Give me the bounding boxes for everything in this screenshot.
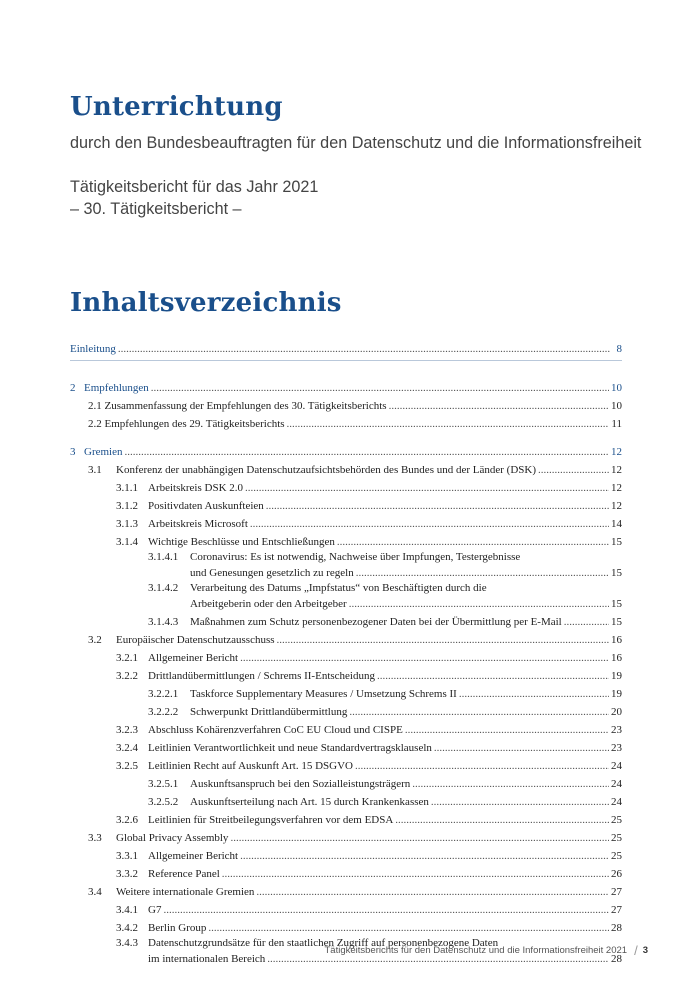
toc-entry[interactable] <box>70 649 622 667</box>
toc-entry-number: 3.2.1 <box>116 652 138 664</box>
toc-entry[interactable] <box>70 703 622 721</box>
toc-entry-number: 3 <box>70 446 76 458</box>
toc-entry[interactable] <box>70 739 622 757</box>
toc-entry[interactable] <box>70 811 622 829</box>
toc-entry[interactable] <box>70 595 622 613</box>
toc-entry-page: 15 <box>611 598 622 610</box>
toc-entry-page: 25 <box>611 832 622 844</box>
toc-entry-page: 19 <box>611 688 622 700</box>
toc-entry-page: 12 <box>611 446 622 458</box>
toc-leader-dots <box>564 613 609 631</box>
toc-chapter-entry[interactable] <box>70 340 622 358</box>
toc-leader-dots <box>230 829 609 847</box>
toc-leader-dots <box>412 775 609 793</box>
toc-entry-label: Einleitung <box>70 343 116 355</box>
toc-leader-dots <box>431 793 609 811</box>
toc-section-gap <box>70 433 622 443</box>
toc-entry-label: Allgemeiner Bericht <box>148 850 239 862</box>
toc-entry-number: 2 <box>70 382 76 394</box>
table-of-contents <box>70 340 622 968</box>
toc-entry-number: 3.4.2 <box>116 922 138 934</box>
toc-entry[interactable] <box>70 415 622 433</box>
toc-entry-page: 15 <box>611 616 622 628</box>
toc-entry-page: 19 <box>611 670 622 682</box>
toc-entry-label: Coronavirus: Es ist notwendig, Nachweise über Impfungen, Testergebnisse <box>190 551 521 563</box>
toc-entry-page: 10 <box>611 400 622 412</box>
toc-entry[interactable] <box>70 564 622 582</box>
toc-entry-page: 12 <box>611 464 622 476</box>
toc-entry-number: 3.1.4.3 <box>148 616 179 628</box>
toc-entry-label: Drittlandübermittlungen / Schrems II-Entscheidung <box>148 670 375 682</box>
toc-leader-dots <box>377 667 609 685</box>
toc-entry[interactable] <box>70 685 622 703</box>
toc-entry[interactable] <box>70 461 622 479</box>
toc-entry-page: 11 <box>611 418 622 430</box>
toc-entry-label: Leitlinien Verantwortlichkeit und neue Standardvertragsklauseln <box>148 742 432 754</box>
toc-leader-dots <box>405 721 609 739</box>
toc-entry-number: 3.4 <box>88 886 102 898</box>
toc-entry[interactable] <box>70 757 622 775</box>
toc-heading: Inhaltsverzeichnis <box>70 288 342 318</box>
toc-entry-label: G7 <box>148 904 162 916</box>
footer-separator: / <box>634 943 638 958</box>
toc-entry[interactable] <box>70 397 622 415</box>
document-subtitle: durch den Bundesbeauftragten für den Datenschutz und die Informationsfreiheit <box>70 134 642 152</box>
toc-entry-page: 15 <box>611 536 622 548</box>
toc-leader-dots <box>222 865 609 883</box>
toc-entry-label: Arbeitskreis Microsoft <box>148 518 248 530</box>
toc-entry-page: 24 <box>611 760 622 772</box>
toc-entry-page: 25 <box>611 814 622 826</box>
toc-entry[interactable] <box>70 775 622 793</box>
toc-entry-label: und Genesungen gesetzlich zu regeln <box>190 567 354 579</box>
toc-leader-dots <box>459 685 609 703</box>
toc-entry-number: 3.1.4.2 <box>148 582 179 594</box>
toc-entry-label: Konferenz der unabhängigen Datenschutzaufsichtsbehörden des Bundes und der Länder (DSK) <box>116 464 536 476</box>
toc-entry[interactable] <box>70 613 622 631</box>
toc-entry-label: Leitlinien für Streitbeilegungsverfahren vor dem EDSA <box>148 814 394 826</box>
toc-entry-label: Arbeitgeberin oder den Arbeitgeber <box>190 598 347 610</box>
toc-leader-dots <box>266 497 609 515</box>
toc-entry-page: 26 <box>611 868 622 880</box>
toc-entry-number: 3.1 <box>88 464 102 476</box>
toc-entry-number: 3.3.1 <box>116 850 138 862</box>
toc-entry-page: 12 <box>611 500 622 512</box>
toc-entry-label: im internationalen Bereich <box>148 953 266 965</box>
toc-entry[interactable] <box>70 479 622 497</box>
toc-entry-page: 27 <box>611 886 622 898</box>
toc-entry-page: 28 <box>611 922 622 934</box>
toc-entry-label: Berlin Group <box>148 922 207 934</box>
toc-divider <box>70 360 622 361</box>
toc-leader-dots <box>256 883 609 901</box>
toc-leader-dots <box>163 901 609 919</box>
toc-entry[interactable] <box>70 667 622 685</box>
toc-entry-number: 3.2.3 <box>116 724 138 736</box>
toc-entry-label: Gremien <box>84 446 123 458</box>
toc-entry-page: 23 <box>611 724 622 736</box>
toc-entry-label: 2.1 Zusammenfassung der Empfehlungen des 30. Tätigkeitsberichts <box>88 400 387 412</box>
toc-entry-label: Schwerpunkt Drittlandübermittlung <box>190 706 348 718</box>
toc-entry[interactable] <box>70 582 622 595</box>
toc-leader-dots <box>389 397 609 415</box>
toc-entry[interactable] <box>70 631 622 649</box>
toc-entry-number: 3.4.1 <box>116 904 138 916</box>
toc-entry-number: 3.2.5 <box>116 760 138 772</box>
toc-leader-dots <box>356 564 609 582</box>
report-edition-line: – 30. Tätigkeitsbericht – <box>70 200 242 218</box>
toc-entry-label: Leitlinien Recht auf Auskunft Art. 15 DSGVO <box>148 760 354 772</box>
toc-entry-label: Weitere internationale Gremien <box>116 886 255 898</box>
toc-entry-page: 16 <box>611 652 622 664</box>
toc-entry-label: Maßnahmen zum Schutz personenbezogener Daten bei der Übermittlung per E-Mail <box>190 616 562 628</box>
toc-entry-label: Allgemeiner Bericht <box>148 652 239 664</box>
toc-entry-label: Auskunftsanspruch bei den Sozialleistungsträgern <box>190 778 411 790</box>
toc-entry-page: 20 <box>611 706 622 718</box>
toc-entry-label: Empfehlungen <box>84 382 149 394</box>
toc-leader-dots <box>538 461 609 479</box>
toc-entry-number: 3.3.2 <box>116 868 138 880</box>
toc-entry[interactable] <box>70 883 622 901</box>
footer-text: Tätigkeitsberichts für den Datenschutz und die Informationsfreiheit 2021 <box>324 945 628 956</box>
toc-leader-dots <box>395 811 609 829</box>
toc-leader-dots <box>277 631 609 649</box>
toc-entry[interactable] <box>70 919 622 937</box>
document-title: Unterrichtung <box>70 92 283 122</box>
toc-entry-page: 25 <box>611 850 622 862</box>
toc-entry-page: 24 <box>611 796 622 808</box>
toc-entry[interactable] <box>70 865 622 883</box>
toc-leader-dots <box>434 739 609 757</box>
report-title-line: Tätigkeitsbericht für das Jahr 2021 <box>70 178 319 196</box>
toc-chapter-entry[interactable] <box>70 379 622 397</box>
toc-entry-page: 15 <box>611 567 622 579</box>
toc-entry-label: Abschluss Kohärenzverfahren CoC EU Cloud und CISPE <box>148 724 403 736</box>
toc-entry-number: 3.2.2 <box>116 670 138 682</box>
toc-entry[interactable] <box>70 829 622 847</box>
toc-entry-label: Europäischer Datenschutzausschuss <box>116 634 275 646</box>
toc-leader-dots <box>355 757 609 775</box>
toc-entry-page: 8 <box>616 343 622 355</box>
toc-entry-page: 16 <box>611 634 622 646</box>
toc-entry-number: 3.2.2.1 <box>148 688 179 700</box>
toc-chapter-entry[interactable] <box>70 443 622 461</box>
toc-leader-dots <box>349 595 609 613</box>
toc-entry[interactable] <box>70 901 622 919</box>
toc-entry-label: Auskunftserteilung nach Art. 15 durch Krankenkassen <box>190 796 429 808</box>
toc-leader-dots <box>250 515 609 533</box>
toc-entry-label: Arbeitskreis DSK 2.0 <box>148 482 244 494</box>
toc-entry[interactable] <box>70 533 622 551</box>
toc-entry-label: Taskforce Supplementary Measures / Umsetzung Schrems II <box>190 688 457 700</box>
page-footer <box>324 943 648 958</box>
toc-entry-number: 3.1.2 <box>116 500 138 512</box>
toc-leader-dots <box>240 649 609 667</box>
toc-entry-number: 3.2.2.2 <box>148 706 179 718</box>
toc-entry[interactable] <box>70 847 622 865</box>
toc-entry-number: 3.2.6 <box>116 814 138 826</box>
toc-entry-page: 27 <box>611 904 622 916</box>
toc-entry-label: Positivdaten Auskunfteien <box>148 500 264 512</box>
toc-entry[interactable] <box>70 551 622 564</box>
toc-entry-number: 3.1.3 <box>116 518 138 530</box>
toc-entry[interactable] <box>70 497 622 515</box>
toc-leader-dots <box>208 919 609 937</box>
toc-entry[interactable] <box>70 793 622 811</box>
toc-leader-dots <box>151 379 609 397</box>
toc-entry-label: Verarbeitung des Datums „Impfstatus“ von Beschäftigten durch die <box>190 582 487 594</box>
toc-leader-dots <box>337 533 609 551</box>
toc-entry-number: 3.1.1 <box>116 482 138 494</box>
toc-entry[interactable] <box>70 721 622 739</box>
toc-entry-number: 3.4.3 <box>116 937 138 949</box>
toc-entry-label: Reference Panel <box>148 868 220 880</box>
toc-entry-label: 2.2 Empfehlungen des 29. Tätigkeitsberichts <box>88 418 285 430</box>
toc-entry-number: 3.3 <box>88 832 102 844</box>
toc-entry-page: 24 <box>611 778 622 790</box>
toc-entry-page: 12 <box>611 482 622 494</box>
toc-entry-number: 3.2.5.1 <box>148 778 179 790</box>
toc-entry-label: Datenschutzgrundsätze für den staatlichen Zugriff auf personenbezogene Daten <box>148 937 499 949</box>
toc-entry[interactable] <box>70 515 622 533</box>
toc-entry-page: 23 <box>611 742 622 754</box>
footer-page-number: 3 <box>642 945 648 956</box>
toc-section-gap <box>70 369 622 379</box>
toc-entry-number: 3.2 <box>88 634 102 646</box>
toc-leader-dots <box>245 479 609 497</box>
toc-entry-page: 28 <box>611 953 622 965</box>
toc-entry-label: Global Privacy Assembly <box>116 832 229 844</box>
toc-entry-number: 3.1.4 <box>116 536 138 548</box>
toc-leader-dots <box>118 340 610 358</box>
toc-leader-dots <box>240 847 609 865</box>
toc-entry-number: 3.2.5.2 <box>148 796 179 808</box>
toc-leader-dots <box>287 415 610 433</box>
toc-entry-page: 10 <box>611 382 622 394</box>
toc-leader-dots <box>124 443 609 461</box>
toc-leader-dots <box>349 703 609 721</box>
toc-entry-label: Wichtige Beschlüsse und Entschließungen <box>148 536 335 548</box>
toc-entry-number: 3.2.4 <box>116 742 138 754</box>
toc-entry-number: 3.1.4.1 <box>148 551 179 563</box>
toc-entry-page: 14 <box>611 518 622 530</box>
